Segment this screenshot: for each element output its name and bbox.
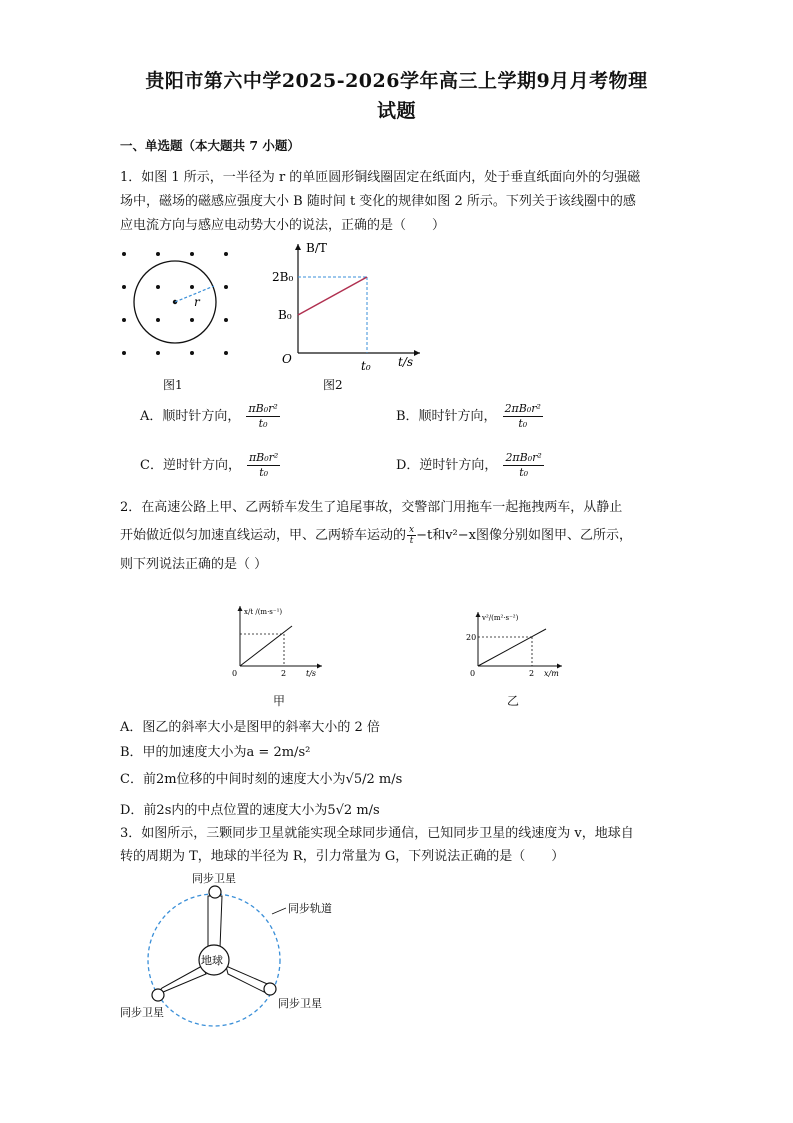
graph-jia-caption: 甲 — [273, 694, 286, 708]
option-a-label: A．顺时针方向， — [140, 409, 241, 424]
page-title-line1: 贵阳市第六中学2025-2026学年高三上学期9月月考物理 — [145, 70, 648, 92]
q2-graph-yi — [462, 608, 566, 684]
page-title-line2: 试题 — [376, 100, 416, 122]
section-heading: 一、单选题（本大题共 7 小题） — [120, 138, 300, 153]
sat-top-label: 同步卫星 — [192, 872, 236, 885]
fig1-caption: 图1 — [163, 378, 183, 392]
yi-origin: 0 — [470, 669, 476, 678]
y-axis-arrow — [295, 244, 301, 250]
q2-option-b[interactable]: B．甲的加速度大小为a = 2m/s² — [120, 745, 311, 760]
q1-stem-line2: 场中，磁场的磁感应强度大小 B 随时间 t 变化的规律如图 2 所示。下列关于该线圈中的感 — [120, 194, 636, 209]
option-c-label: C．逆时针方向， — [140, 458, 241, 473]
q2-stem-line1: 2．在高速公路上甲、乙两轿车发生了追尾事故，交警部门用拖车一起拖拽两车，从静止 — [120, 500, 623, 515]
satellite-top — [209, 886, 221, 898]
jia-xlabel: t/s — [306, 669, 317, 678]
sat-right-label: 同步卫星 — [278, 997, 322, 1010]
arm-top — [208, 896, 222, 948]
satellite-left — [152, 989, 164, 1001]
q3-satellite-figure — [112, 870, 352, 1030]
q1-option-b[interactable] — [396, 402, 543, 431]
yi-line — [478, 629, 546, 666]
graph-yi-caption: 乙 — [507, 694, 520, 708]
yi-x-arrow — [557, 664, 562, 669]
option-d-label: D．逆时针方向， — [396, 458, 498, 473]
jia-xtick: 2 — [281, 669, 287, 678]
arm-left — [156, 966, 206, 995]
q1-figure2-bt-graph — [270, 238, 430, 378]
q3-stem-line1: 3．如图所示，三颗同步卫星就能实现全球同步通信，已知同步卫星的线速度为 v，地球自 — [120, 826, 634, 841]
y-axis-label: B/T — [306, 241, 327, 255]
yi-ytick: 20 — [466, 633, 477, 642]
y-tick-2b0: 2B₀ — [272, 270, 294, 284]
y-tick-b0: B₀ — [278, 308, 292, 322]
orbit-label: 同步轨道 — [288, 902, 332, 915]
jia-y-arrow — [238, 606, 243, 611]
q2-stem-line3: 则下列说法正确的是（ ） — [120, 557, 268, 572]
option-c-fraction: $\frac{\text{πB₀r²}}{\text{t₀}}$ — [248, 451, 279, 479]
jia-ylabel: x/t /(m·s⁻¹) — [244, 608, 283, 616]
yi-ylabel: v²/(m²·s⁻²) — [482, 614, 519, 622]
sat-left-label: 同步卫星 — [120, 1006, 164, 1019]
q1-figure1 — [110, 240, 250, 364]
q2-stem-line2: 开始做近似匀加速直线运动，甲、乙两轿车运动的 $\frac{x}{t}$ −t和v²−x图像分别如图甲、乙所示， — [120, 525, 632, 546]
x-tick-t0: t₀ — [361, 359, 371, 373]
option-b-label: B．顺时针方向， — [396, 409, 497, 424]
x-axis-arrow — [414, 350, 420, 356]
q2-inline-fraction: $\frac{x}{t}$ — [409, 525, 415, 546]
radius-label: r — [194, 295, 200, 309]
q1-option-c[interactable] — [140, 451, 280, 480]
q2-option-c[interactable]: C．前2m位移的中间时刻的速度大小为√5/2 m/s — [120, 772, 403, 787]
q1-option-d[interactable] — [396, 451, 544, 480]
q2-option-a[interactable]: A．图乙的斜率大小是图甲的斜率大小的 2 倍 — [120, 720, 380, 735]
yi-xlabel: x/m — [544, 669, 559, 678]
q2-graph-jia — [226, 600, 326, 682]
q1-stem-line1: 1．如图 1 所示，一半径为 r 的单匝圆形铜线圈固定在纸面内，处于垂直纸面向外的匀强磁 — [120, 170, 641, 185]
q3-stem-line2: 转的周期为 T，地球的半径为 R，引力常量为 G，下列说法正确的是（ ） — [120, 849, 565, 864]
yi-y-arrow — [476, 612, 481, 617]
q1-option-a[interactable] — [140, 402, 280, 431]
yi-xtick: 2 — [529, 669, 535, 678]
x-axis-label: t/s — [398, 355, 414, 369]
jia-origin: 0 — [232, 669, 238, 678]
option-d-fraction: $\frac{\text{2πB₀r²}}{\text{t₀}}$ — [505, 451, 542, 479]
satellite-right — [264, 983, 276, 995]
jia-x-arrow — [317, 664, 322, 669]
origin-label: O — [282, 352, 292, 366]
option-a-fraction: $\frac{\text{πB₀r²}}{\text{t₀}}$ — [248, 402, 278, 430]
option-b-fraction: $\frac{\text{2πB₀r²}}{\text{t₀}}$ — [504, 402, 541, 430]
fig2-caption: 图2 — [323, 378, 343, 392]
earth-label: 地球 — [201, 954, 223, 967]
q2-option-d[interactable]: D．前2s内的中点位置的速度大小为5√2 m/s — [120, 803, 380, 818]
q1-stem-line3: 应电流方向与感应电动势大小的说法，正确的是（ ） — [120, 218, 446, 233]
b-t-line — [298, 277, 367, 315]
orbit-pointer — [272, 908, 286, 914]
